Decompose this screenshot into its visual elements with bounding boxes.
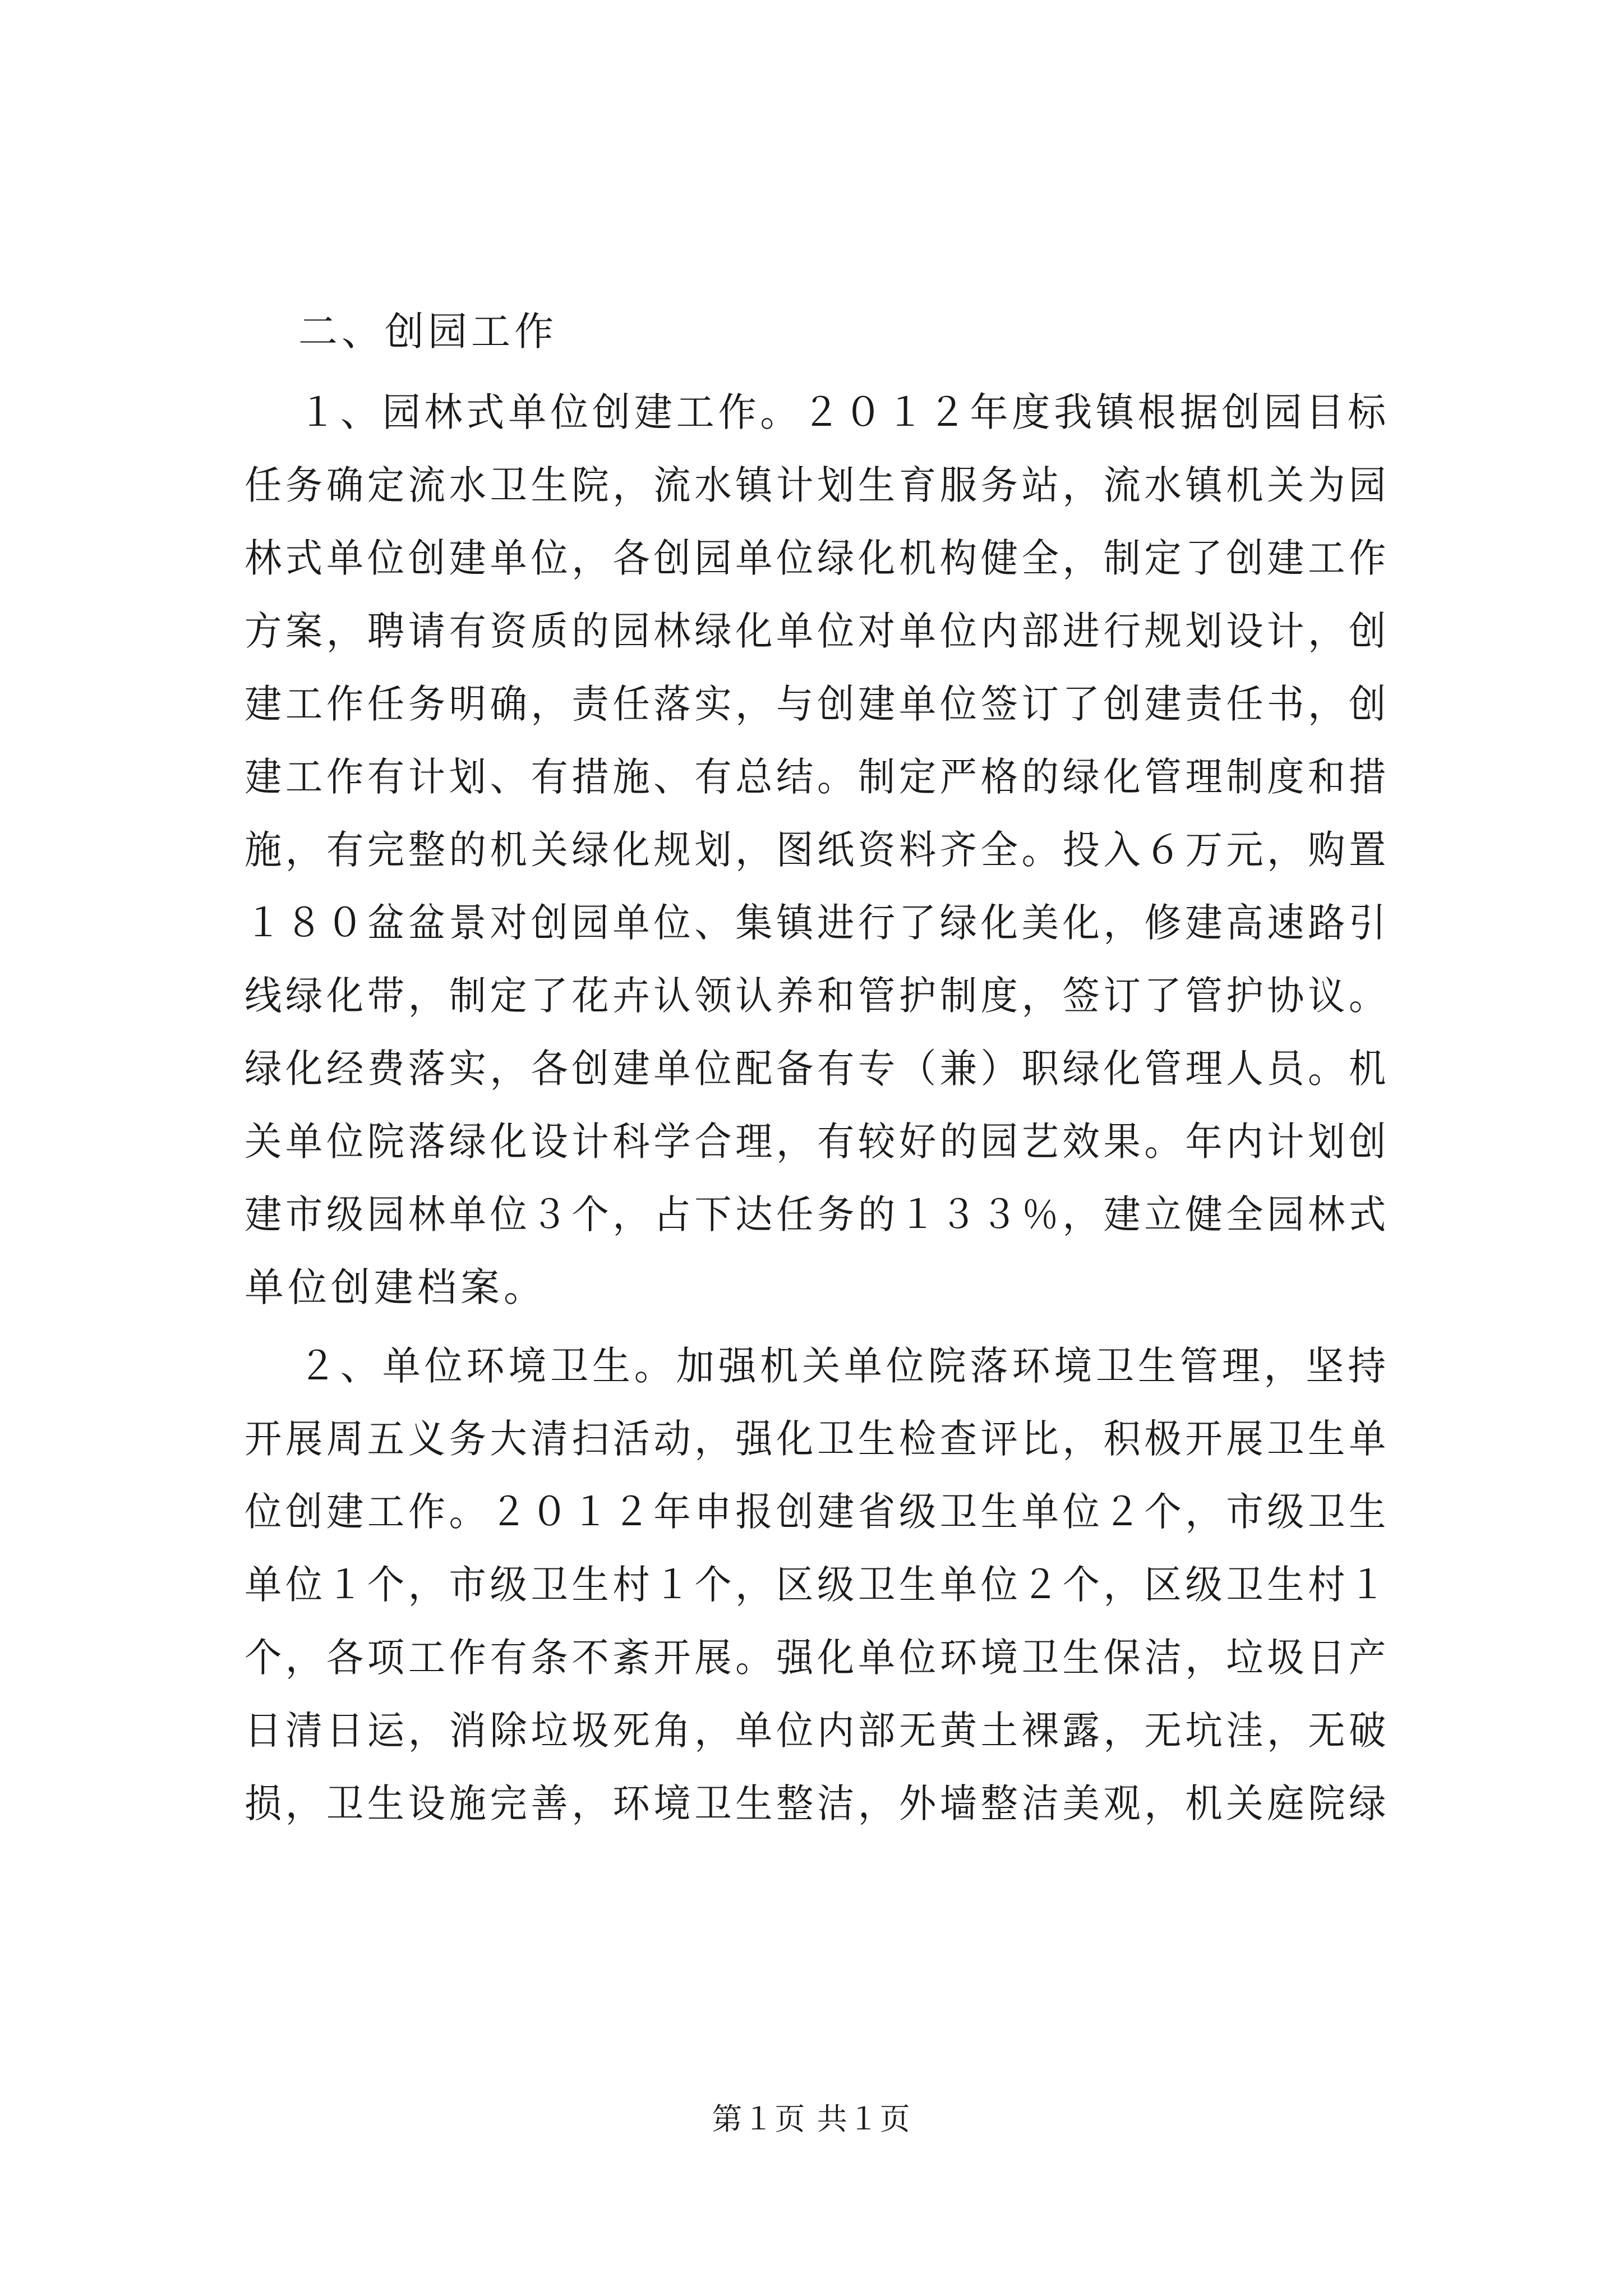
paragraph-1-line: 方案，聘请有资质的园林绿化单位对单位内部进行规划设计，创 (245, 608, 1390, 654)
paragraph-1-line: 建工作有计划、有措施、有总结。制定严格的绿化管理制度和措 (245, 754, 1390, 800)
paragraph-1-line: 线绿化带，制定了花卉认领认养和管护制度，签订了管护协议。 (245, 973, 1390, 1019)
paragraph-2-line: 损，卫生设施完善，环境卫生整洁，外墙整洁美观，机关庭院绿 (245, 1780, 1390, 1826)
paragraph-1-line: １、园林式单位创建工作。２０１２年度我镇根据创园目标 (298, 389, 1390, 435)
paragraph-1-line: 关单位院落绿化设计科学合理，有较好的园艺效果。年内计划创 (245, 1119, 1390, 1165)
paragraph-1-line: 任务确定流水卫生院，流水镇计划生育服务站，流水镇机关为园 (245, 462, 1390, 508)
paragraph-1-line: 单位创建档案。 (245, 1264, 547, 1310)
paragraph-1-line: １８０盆盆景对创园单位、集镇进行了绿化美化，修建高速路引 (245, 900, 1390, 946)
paragraph-2-line: 个，各项工作有条不紊开展。强化单位环境卫生保洁，垃圾日产 (245, 1635, 1390, 1681)
paragraph-2-line: 单位１个，市级卫生村１个，区级卫生单位２个，区级卫生村１ (245, 1562, 1390, 1608)
section-heading: 二、创园工作 (298, 309, 557, 355)
paragraph-2-line: 开展周五义务大清扫活动，强化卫生检查评比，积极开展卫生单 (245, 1416, 1390, 1462)
paragraph-1-line: 建市级园林单位３个，占下达任务的１３３％，建立健全园林式 (245, 1191, 1390, 1237)
paragraph-2-line: 位创建工作。２０１２年申报创建省级卫生单位２个，市级卫生 (245, 1489, 1390, 1535)
paragraph-1-line: 建工作任务明确，责任落实，与创建单位签订了创建责任书，创 (245, 681, 1390, 727)
paragraph-2-line: ２、单位环境卫生。加强机关单位院落环境卫生管理，坚持 (298, 1343, 1390, 1389)
paragraph-1-line: 施，有完整的机关绿化规划，图纸资料齐全。投入６万元，购置 (245, 827, 1390, 873)
page-number-footer: 第１页 共１页 (712, 2101, 911, 2137)
paragraph-2-line: 日清日运，消除垃圾死角，单位内部无黄土裸露，无坑洼，无破 (245, 1708, 1390, 1754)
paragraph-1-line: 绿化经费落实，各创建单位配备有专（兼）职绿化管理人员。机 (245, 1046, 1390, 1092)
paragraph-1-line: 林式单位创建单位，各创园单位绿化机构健全，制定了创建工作 (245, 535, 1390, 581)
